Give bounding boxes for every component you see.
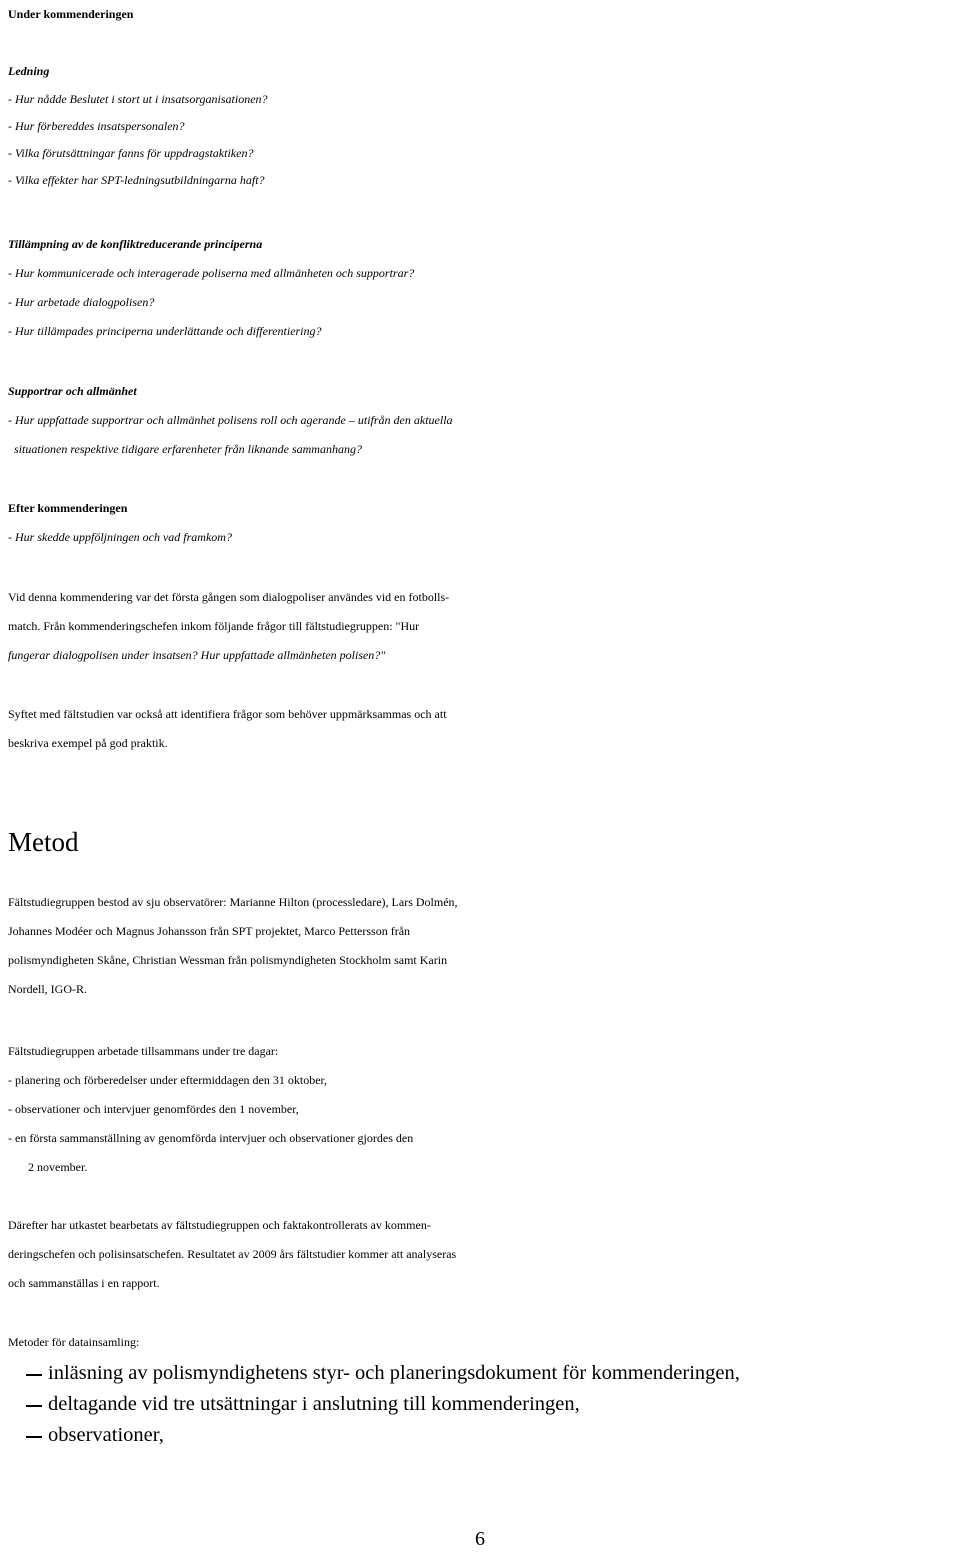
dash-bullet-icon: [26, 1374, 42, 1376]
metoder-intro: Metoder för datainsamling:: [8, 1335, 140, 1349]
faltstudie-p1-line-3: polismyndigheten Skåne, Christian Wessman från polismyndigheten Stockholm samt Karin: [8, 953, 448, 967]
faltstudie-p2-item-3-cont: 2 november.: [28, 1160, 88, 1174]
vid-denna-line-1: Vid denna kommendering var det första gången som dialogpoliser användes vid en fotbolls-: [8, 590, 450, 604]
list-item: [8, 1390, 740, 1421]
ledning-block: [8, 57, 954, 194]
supportrar-block: [8, 377, 954, 464]
ledning-q3: - Vilka förutsättningar fanns för uppdragstaktiken?: [8, 146, 254, 160]
vid-denna-paragraph: [8, 583, 954, 670]
faltstudie-p2-item-1: - planering och förberedelser under eftermiddagen den 31 oktober,: [8, 1073, 328, 1087]
metod-heading: Metod: [8, 827, 79, 857]
syftet-line-1: Syftet med fältstudien var också att identifiera frågor som behöver uppmärksammas och att: [8, 707, 447, 721]
syftet-line-2: beskriva exempel på god praktik.: [8, 736, 168, 750]
list-item: [8, 1421, 740, 1452]
tillampning-title: Tillämpning av de konfliktreducerande principerna: [8, 237, 263, 251]
supportrar-q1-cont: situationen respektive tidigare erfarenheter från liknande sammanhang?: [14, 442, 362, 456]
dash-bullet-icon: [26, 1436, 42, 1438]
metoder-item-3: observationer,: [48, 1424, 164, 1446]
vid-denna-line-2: match. Från kommenderingschefen inkom följande frågor till fältstudiegruppen: "Hur: [8, 619, 420, 633]
supportrar-title: Supportrar och allmänhet: [8, 384, 137, 398]
dash-bullet-icon: [26, 1405, 42, 1407]
tillampning-q1: - Hur kommunicerade och interagerade poliserna med allmänheten och supportrar?: [8, 266, 415, 280]
list-item: [8, 1359, 740, 1390]
vid-denna-line-3: fungerar dialogpolisen under insatsen? Hur uppfattade allmänheten polisen?": [8, 648, 386, 662]
metoder-item-1: inläsning av polismyndighetens styr- och planeringsdokument för kommenderingen,: [48, 1362, 740, 1384]
faltstudie-p2-intro: Fältstudiegruppen arbetade tillsammans under tre dagar:: [8, 1044, 279, 1058]
faltstudie-p2-item-2: - observationer och intervjuer genomfördes den 1 november,: [8, 1102, 299, 1116]
ledning-q1: - Hur nådde Beslutet i stort ut i insatsorganisationen?: [8, 92, 268, 106]
metoder-list: [8, 1359, 740, 1452]
faltstudie-p1-line-4: Nordell, IGO-R.: [8, 982, 87, 996]
syftet-paragraph: [8, 700, 954, 758]
ledning-q4: - Vilka effekter har SPT-ledningsutbildningarna haft?: [8, 173, 265, 187]
darefter-paragraph: [8, 1211, 954, 1298]
tillampning-q2: - Hur arbetade dialogpolisen?: [8, 295, 155, 309]
faltstudie-p2-item-3: - en första sammanställning av genomförda intervjuer och observationer gjordes den: [8, 1131, 414, 1145]
efter-block: [8, 494, 954, 552]
supportrar-q1: - Hur uppfattade supportrar och allmänhet polisens roll och agerande – utifrån den aktuella: [8, 413, 453, 427]
faltstudie-p1-line-1: Fältstudiegruppen bestod av sju observatörer: Marianne Hilton (processledare), Lars Dolmén,: [8, 895, 458, 909]
page-number: 6: [475, 1528, 485, 1550]
heading-under: Under kommenderingen: [8, 7, 134, 21]
darefter-line-2: deringschefen och polisinsatschefen. Resultatet av 2009 års fältstudier kommer att analyseras: [8, 1247, 457, 1261]
efter-q1: - Hur skedde uppföljningen och vad framkom?: [8, 530, 232, 544]
tillampning-q3: - Hur tillämpades principerna underlättande och differentiering?: [8, 324, 322, 338]
section-heading-under: [8, 0, 954, 29]
metoder-intro-block: [8, 1328, 954, 1357]
efter-title: Efter kommenderingen: [8, 501, 128, 515]
ledning-q2: - Hur förbereddes insatspersonalen?: [8, 119, 185, 133]
darefter-line-1: Därefter har utkastet bearbetats av fältstudiegruppen och faktakontrollerats av kommen-: [8, 1218, 431, 1232]
ledning-title: Ledning: [8, 64, 50, 78]
tillampning-block: [8, 230, 954, 346]
metoder-item-2: deltagande vid tre utsättningar i anslutning till kommenderingen,: [48, 1393, 580, 1415]
faltstudie-paragraph-2: [8, 1037, 954, 1182]
faltstudie-p1-line-2: Johannes Modéer och Magnus Johansson från SPT projektet, Marco Pettersson från: [8, 924, 411, 938]
darefter-line-3: och sammanställas i en rapport.: [8, 1276, 160, 1290]
faltstudie-paragraph-1: [8, 888, 954, 1004]
